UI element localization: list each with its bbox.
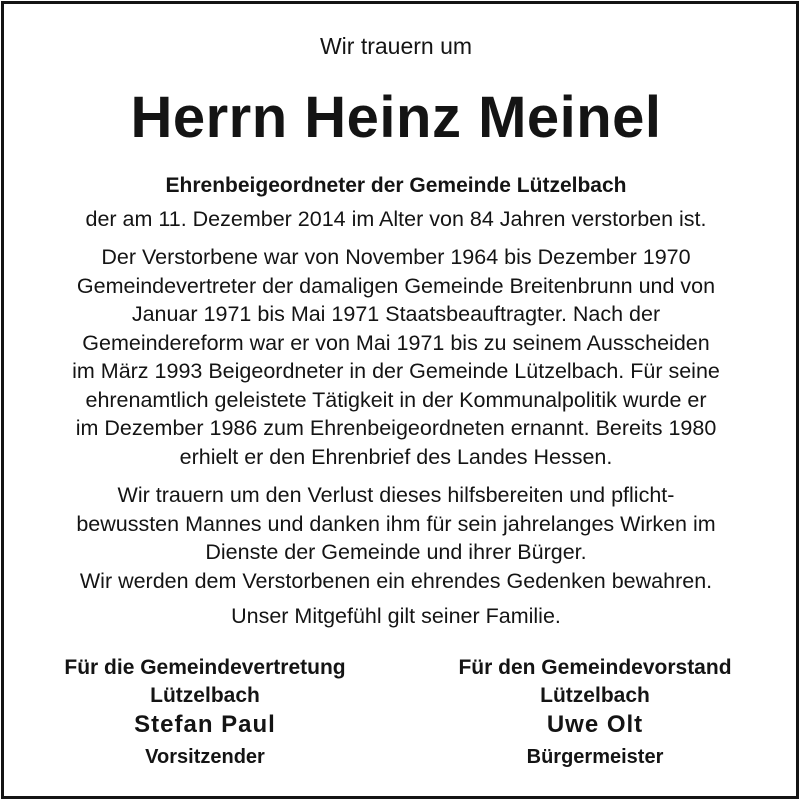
signature-block-board [420,654,770,772]
signature-role: Vorsitzender [145,746,265,768]
mourning-line: Dienste der Gemeinde und ihrer Bürger. [205,540,587,564]
mourning-line: bewussten Mannes und danken ihm für sein jahrelanges Wirken im [76,511,716,536]
signature-org-line: Für die Gemeindevertretung [64,656,346,679]
deceased-name: Herrn Heinz Meinel [130,85,662,150]
signature-person: Stefan Paul [134,711,276,738]
deceased-title: Ehrenbeigeordneter der Gemeinde Lützelbach [165,174,627,197]
signature-role: Bürgermeister [526,746,664,768]
death-line: der am 11. Dezember 2014 im Alter von 84 Jahren verstorben ist. [85,207,707,231]
signature-org-place: Lützelbach [540,684,650,707]
biography-paragraph [0,243,792,471]
death-paragraph [0,205,792,234]
biography-line: Gemeindereform war er von Mai 1971 bis zu seinem Ausscheiden [82,330,710,355]
biography-line: erhielt er den Ehrenbrief des Landes Hessen. [179,444,613,469]
signature-block-council [30,654,380,772]
signature-org-line: Für den Gemeindevorstand [458,656,732,679]
signature-person: Uwe Olt [546,711,644,738]
signature-org-place: Lützelbach [150,684,260,707]
biography-line: Gemeindevertreter der damaligen Gemeinde Breitenbrunn und von [76,273,716,298]
biography-line: Der Verstorbene war von November 1964 bis Dezember 1970 [101,245,691,269]
biography-line: im Dezember 1986 zum Ehrenbeigeordneten ernannt. Bereits 1980 [75,416,717,440]
intro-line: Wir trauern um [319,33,473,59]
mourning-line: Wir werden dem Verstorbenen ein ehrendes Gedenken bewahren. [79,568,713,593]
mourning-line: Wir trauern um den Verlust dieses hilfsbereiten und pflicht- [117,483,675,507]
biography-line: im März 1993 Beigeordneter in der Gemeinde Lützelbach. Für seine [72,359,720,383]
biography-line: Januar 1971 bis Mai 1971 Staatsbeauftragter. Nach der [131,302,661,326]
mourning-paragraph [0,481,792,595]
sympathy-line: Unser Mitgefühl gilt seiner Familie. [231,604,561,628]
biography-line: ehrenamtlich geleistete Tätigkeit in der Kommunalpolitik wurde er [85,387,707,412]
